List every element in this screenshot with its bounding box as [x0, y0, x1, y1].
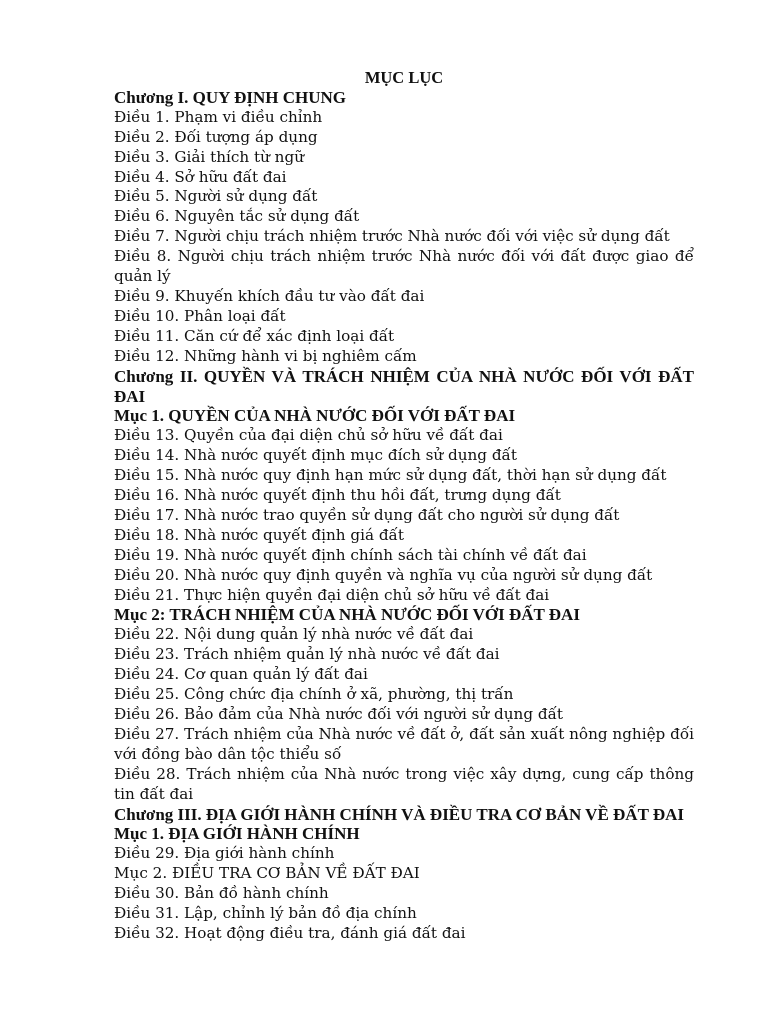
toc-item: Điều 23. Trách nhiệm quản lý nhà nước về đất đai: [114, 645, 500, 664]
toc-item: Điều 5. Người sử dụng đất: [114, 187, 318, 206]
toc-item: Điều 28. Trách nhiệm của Nhà nước trong việc xây dựng, cung cấp thông tin đất đai: [114, 764, 694, 803]
toc-item: Điều 2. Đối tượng áp dụng: [114, 127, 318, 146]
page-title: MỤC LỤC: [364, 68, 444, 87]
toc-item: Điều 10. Phân loại đất: [114, 306, 286, 325]
toc-item: Điều 19. Nhà nước quyết định chính sách tài chính về đất đai: [114, 545, 587, 564]
toc-list: [114, 88, 694, 944]
toc-heading: Mục 1. ĐỊA GIỚI HÀNH CHÍNH: [114, 824, 360, 844]
toc-item: Điều 11. Căn cứ để xác định loại đất: [114, 326, 395, 345]
toc-item: Điều 22. Nội dung quản lý nhà nước về đất đai: [114, 625, 474, 644]
toc-item: Điều 31. Lập, chỉnh lý bản đồ địa chính: [114, 904, 417, 923]
toc-item: Điều 20. Nhà nước quy định quyền và nghĩa vụ của người sử dụng đất: [114, 565, 653, 584]
toc-item: Điều 13. Quyền của đại diện chủ sở hữu về đất đai: [114, 426, 503, 445]
table-of-contents: [114, 68, 694, 944]
toc-item: Điều 3. Giải thích từ ngữ: [114, 147, 304, 166]
toc-item: Điều 27. Trách nhiệm của Nhà nước về đất ở, đất sản xuất nông nghiệp đối với đồng bào dân tộc thiểu số: [114, 724, 694, 763]
toc-item: Điều 16. Nhà nước quyết định thu hồi đất, trưng dụng đất: [114, 486, 561, 505]
toc-item: Điều 17. Nhà nước trao quyền sử dụng đất cho người sử dụng đất: [114, 505, 620, 524]
toc-item: Điều 18. Nhà nước quyết định giá đất: [114, 525, 404, 544]
toc-item: Điều 12. Những hành vi bị nghiêm cấm: [114, 346, 417, 365]
toc-item: Điều 24. Cơ quan quản lý đất đai: [114, 665, 368, 684]
toc-item: Điều 4. Sở hữu đất đai: [114, 167, 287, 186]
toc-item: Điều 14. Nhà nước quyết định mục đích sử dụng đất: [114, 446, 517, 465]
toc-heading: Mục 2: TRÁCH NHIỆM CỦA NHÀ NƯỚC ĐỐI VỚI ĐẤT ĐAI: [114, 605, 580, 625]
toc-item: Điều 29. Địa giới hành chính: [114, 844, 335, 863]
toc-heading: Mục 1. QUYỀN CỦA NHÀ NƯỚC ĐỐI VỚI ĐẤT ĐAI: [114, 406, 516, 426]
toc-item: Điều 30. Bản đồ hành chính: [114, 884, 329, 903]
toc-heading: Chương II. QUYỀN VÀ TRÁCH NHIỆM CỦA NHÀ NƯỚC ĐỐI VỚI ĐẤT ĐAI: [114, 366, 694, 406]
toc-item: Điều 6. Nguyên tắc sử dụng đất: [114, 207, 360, 226]
toc-heading: Chương III. ĐỊA GIỚI HÀNH CHÍNH VÀ ĐIỀU TRA CƠ BẢN VỀ ĐẤT ĐAI: [114, 804, 685, 824]
toc-item: Điều 8. Người chịu trách nhiệm trước Nhà nước đối với đất được giao để quản lý: [114, 247, 694, 286]
toc-heading: Chương I. QUY ĐỊNH CHUNG: [114, 87, 346, 107]
toc-item: Điều 26. Bảo đảm của Nhà nước đối với người sử dụng đất: [114, 705, 563, 723]
toc-item: Điều 21. Thực hiện quyền đại diện chủ sở hữu về đất đai: [114, 585, 550, 604]
toc-item: Điều 9. Khuyến khích đầu tư vào đất đai: [114, 286, 425, 305]
toc-item: Điều 7. Người chịu trách nhiệm trước Nhà nước đối với việc sử dụng đất: [114, 227, 670, 246]
toc-item: Điều 25. Công chức địa chính ở xã, phường, thị trấn: [114, 685, 514, 704]
toc-item: Điều 1. Phạm vi điều chỉnh: [114, 107, 323, 126]
toc-item: Mục 2. ĐIỀU TRA CƠ BẢN VỀ ĐẤT ĐAI: [114, 864, 420, 883]
toc-item: Điều 32. Hoạt động điều tra, đánh giá đất đai: [114, 923, 466, 942]
toc-item: Điều 15. Nhà nước quy định hạn mức sử dụng đất, thời hạn sử dụng đất: [114, 466, 667, 485]
